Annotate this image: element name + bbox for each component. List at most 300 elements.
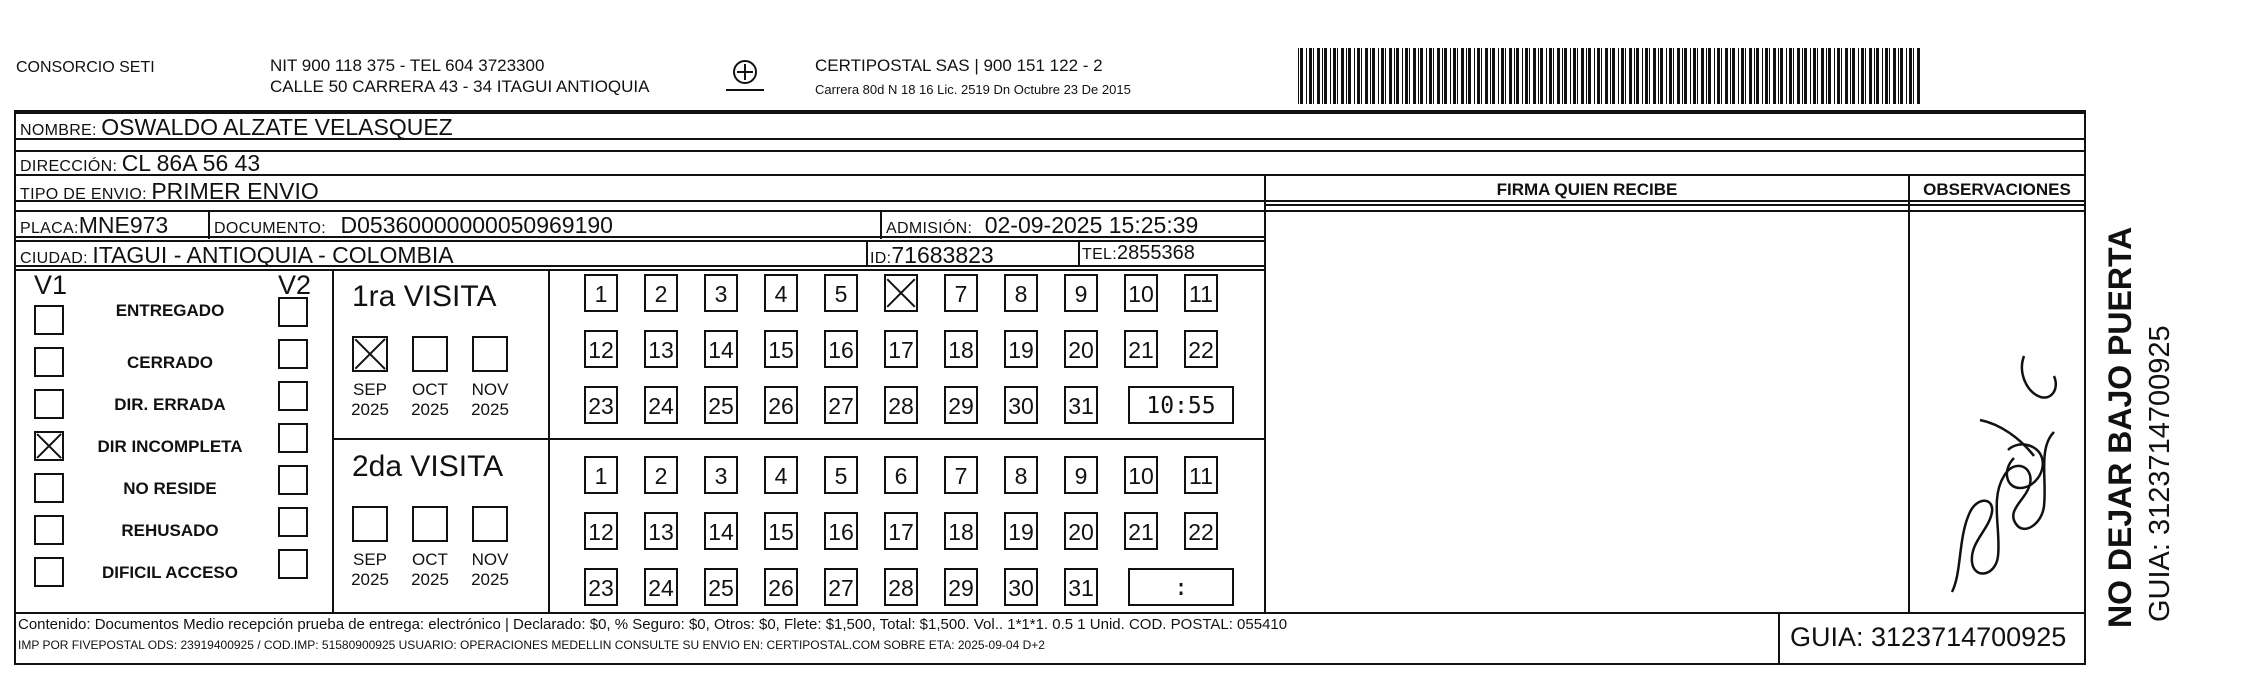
day-box[interactable]: 26 [764, 386, 798, 424]
barcode-bar [1442, 48, 1443, 104]
barcode-bar [1492, 48, 1495, 104]
barcode-bar [1444, 48, 1447, 104]
barcode-bar [1834, 48, 1835, 104]
barcode-bar [1490, 48, 1491, 104]
ciudad-value: ITAGUI - ANTIOQUIA - COLOMBIA [92, 242, 454, 268]
day-box[interactable]: 10 [1124, 274, 1158, 312]
nombre-value: OSWALDO ALZATE VELASQUEZ [101, 114, 453, 140]
day-box[interactable]: 14 [704, 330, 738, 368]
id-cell: ID:71683823 [870, 242, 994, 268]
day-box[interactable]: 29 [944, 386, 978, 424]
direccion-value: CL 86A 56 43 [121, 150, 261, 176]
day-box[interactable]: 27 [824, 386, 858, 424]
barcode-bar [1741, 48, 1744, 104]
month-label [405, 550, 455, 590]
barcode-bar [1573, 48, 1576, 104]
barcode-bar [1765, 48, 1768, 104]
barcode-bar [1898, 48, 1899, 104]
side-title-wrap [2100, 110, 2140, 665]
day-box[interactable]: 28 [884, 568, 918, 606]
day-box[interactable]: 11 [1184, 274, 1218, 312]
day-box[interactable]: 5 [824, 456, 858, 494]
barcode-bar [1837, 48, 1840, 104]
barcode-bar [1426, 48, 1427, 104]
nit-line: NIT 900 118 375 - TEL 604 3723300 [270, 56, 545, 75]
barcode-bar [1917, 48, 1920, 104]
barcode-bar [1405, 48, 1408, 104]
barcode-bar [1865, 48, 1866, 104]
documento-value: D05360000000050969190 [340, 212, 613, 238]
barcode-bar [1354, 48, 1355, 104]
documento-cell: DOCUMENTO: D05360000000050969190 [214, 212, 613, 238]
barcode-bar [1821, 48, 1824, 104]
day-box[interactable]: 22 [1184, 512, 1218, 550]
barcode-bar [1906, 48, 1907, 104]
v1-checkbox[interactable] [34, 515, 64, 545]
barcode-bar [1666, 48, 1667, 104]
barcode-bar [1581, 48, 1584, 104]
day-box[interactable]: 28 [884, 386, 918, 424]
barcode-bar [1553, 48, 1554, 104]
barcode-bar [1804, 48, 1807, 104]
direccion-row: DIRECCIÓN: CL 86A 56 43 [20, 150, 261, 176]
barcode-bar [1677, 48, 1680, 104]
day-box[interactable]: 19 [1004, 512, 1038, 550]
barcode-bar [1634, 48, 1635, 104]
v2-checkbox[interactable] [278, 297, 308, 327]
barcode-bar [1625, 48, 1626, 104]
barcode-bar [1549, 48, 1552, 104]
barcode-bar [1594, 48, 1595, 104]
status-label: REHUSADO [121, 521, 219, 540]
barcode-bar [1546, 48, 1547, 104]
v1-checkbox[interactable] [34, 557, 64, 587]
barcode-bar [1601, 48, 1602, 104]
day-box[interactable]: 23 [584, 386, 618, 424]
day-box[interactable]: 29 [944, 568, 978, 606]
v2-label: V2 [278, 270, 312, 300]
barcode-bar [1717, 48, 1720, 104]
barcode-bar [1586, 48, 1587, 104]
barcode-bar [1501, 48, 1504, 104]
month-checkbox[interactable] [352, 506, 388, 542]
barcode-bar [1738, 48, 1739, 104]
barcode-bar [1457, 48, 1458, 104]
barcode-bar [1420, 48, 1423, 104]
barcode-bar [1773, 48, 1776, 104]
barcode [1298, 48, 1926, 104]
barcode-bar [1385, 48, 1386, 104]
day-box[interactable]: 8 [1004, 274, 1038, 312]
signature-scribble [1920, 330, 2070, 600]
time-box[interactable]: 10:55 [1128, 386, 1234, 424]
barcode-bar [1346, 48, 1347, 104]
barcode-bar [1429, 48, 1432, 104]
side-guia: GUIA: 3123714700925 [2144, 325, 2176, 622]
barcode-bar [1826, 48, 1827, 104]
barcode-bar [1557, 48, 1560, 104]
barcode-bar [1437, 48, 1440, 104]
barcode-bar [1413, 48, 1416, 104]
day-box[interactable]: 20 [1064, 512, 1098, 550]
footer-guia: GUIA: 3123714700925 [1790, 622, 2067, 652]
barcode-bar [1802, 48, 1803, 104]
day-box[interactable]: 17 [884, 512, 918, 550]
barcode-bar [1673, 48, 1674, 104]
day-box[interactable]: 25 [704, 386, 738, 424]
nombre-row: NOMBRE: OSWALDO ALZATE VELASQUEZ [20, 114, 453, 140]
barcode-bar [1337, 48, 1338, 104]
barcode-bar [1433, 48, 1434, 104]
barcode-bar [1577, 48, 1578, 104]
barcode-bar [1669, 48, 1672, 104]
barcode-bar [1636, 48, 1639, 104]
day-box[interactable]: 30 [1004, 568, 1038, 606]
month-year: 2025 [411, 570, 449, 589]
barcode-bar [1394, 48, 1395, 104]
day-box[interactable]: 13 [644, 512, 678, 550]
day-box[interactable]: 5 [824, 274, 858, 312]
barcode-bar [1481, 48, 1482, 104]
day-box[interactable]: 17 [884, 330, 918, 368]
day-box[interactable]: 24 [644, 568, 678, 606]
barcode-bar [1418, 48, 1419, 104]
barcode-bar [1538, 48, 1539, 104]
barcode-bar [1378, 48, 1379, 104]
barcode-bar [1660, 48, 1663, 104]
v2-checkbox[interactable] [278, 507, 308, 537]
day-box[interactable]: 1 [584, 456, 618, 494]
barcode-bar [1453, 48, 1456, 104]
barcode-bar [1466, 48, 1467, 104]
status-label: ENTREGADO [115, 301, 225, 320]
day-box[interactable]: 1 [584, 274, 618, 312]
day-box[interactable]: 24 [644, 386, 678, 424]
day-box[interactable]: 31 [1064, 568, 1098, 606]
barcode-bar [1693, 48, 1696, 104]
v1-checkbox[interactable] [34, 473, 64, 503]
barcode-bar [1682, 48, 1683, 104]
barcode-bar [1612, 48, 1615, 104]
barcode-bar [1684, 48, 1687, 104]
barcode-bar [1845, 48, 1848, 104]
barcode-bar [1769, 48, 1770, 104]
barcode-bar [1322, 48, 1323, 104]
day-box[interactable]: 6 [884, 456, 918, 494]
barcode-bar [1298, 48, 1299, 104]
month-name: OCT [412, 550, 448, 569]
barcode-bar [1564, 48, 1567, 104]
day-box[interactable]: 7 [944, 456, 978, 494]
barcode-bar [1697, 48, 1698, 104]
barcode-bar [1477, 48, 1480, 104]
month-checkbox[interactable] [352, 336, 388, 372]
day-box[interactable]: 4 [764, 274, 798, 312]
month-checkbox[interactable] [412, 506, 448, 542]
day-box[interactable]: 2 [644, 274, 678, 312]
barcode-bar [1817, 48, 1818, 104]
observaciones-header: OBSERVACIONES [1923, 180, 2071, 199]
tipo-value: PRIMER ENVIO [151, 178, 319, 204]
barcode-bar [1309, 48, 1312, 104]
month-year: 2025 [471, 570, 509, 589]
license-line: Carrera 80d N 18 16 Lic. 2519 Dn Octubre 23 De 2015 [815, 82, 1131, 97]
barcode-bar [1514, 48, 1515, 104]
address-line: CALLE 50 CARRERA 43 - 34 ITAGUI ANTIOQUIA [270, 77, 650, 96]
tel-value: 2855368 [1117, 242, 1195, 264]
month-checkbox[interactable] [412, 336, 448, 372]
day-box[interactable]: 26 [764, 568, 798, 606]
day-box[interactable]: 7 [944, 274, 978, 312]
barcode-bar [1778, 48, 1779, 104]
day-box[interactable]: 16 [824, 512, 858, 550]
barcode-bar [1645, 48, 1648, 104]
barcode-bar [1468, 48, 1471, 104]
footer-line-2: IMP POR FIVEPOSTAL ODS: 23919400925 / COD.IMP: 51580900925 USUARIO: OPERACIONES MEDELLIN CONSULTE SU ENVIO EN: CERTIPOSTAL.COM SOBRE ETA: 2025-09-04 D+2 [18, 638, 1045, 652]
admision-value: 02-09-2025 15:25:39 [984, 212, 1199, 238]
barcode-bar [1745, 48, 1746, 104]
v2-checkbox[interactable] [278, 465, 308, 495]
month-year: 2025 [411, 400, 449, 419]
barcode-bar [1588, 48, 1591, 104]
barcode-bar [1396, 48, 1399, 104]
barcode-bar [1810, 48, 1811, 104]
day-box[interactable]: 18 [944, 330, 978, 368]
barcode-bar [1876, 48, 1879, 104]
month-label [465, 380, 515, 420]
barcode-bar [1780, 48, 1783, 104]
v1-checkbox[interactable] [34, 431, 64, 461]
day-box[interactable]: 20 [1064, 330, 1098, 368]
month-name: NOV [471, 550, 509, 569]
month-name: OCT [412, 380, 448, 399]
day-box[interactable]: 27 [824, 568, 858, 606]
barcode-bar [1505, 48, 1506, 104]
day-box[interactable]: 30 [1004, 386, 1038, 424]
barcode-bar [1730, 48, 1731, 104]
day-box[interactable]: 10 [1124, 456, 1158, 494]
status-label: NO RESIDE [123, 479, 217, 498]
barcode-bar [1409, 48, 1410, 104]
barcode-bar [1714, 48, 1715, 104]
barcode-bar [1372, 48, 1375, 104]
barcode-bar [1885, 48, 1888, 104]
day-box[interactable]: 22 [1184, 330, 1218, 368]
barcode-bar [1498, 48, 1499, 104]
barcode-bar [1365, 48, 1368, 104]
barcode-bar [1629, 48, 1632, 104]
barcode-bar [1605, 48, 1608, 104]
day-box[interactable]: 25 [704, 568, 738, 606]
barcode-bar [1701, 48, 1704, 104]
barcode-bar [1708, 48, 1711, 104]
month-year: 2025 [471, 400, 509, 419]
barcode-bar [1882, 48, 1883, 104]
barcode-bar [1756, 48, 1759, 104]
firma-header: FIRMA QUIEN RECIBE [1496, 180, 1678, 199]
barcode-bar [1828, 48, 1831, 104]
day-box[interactable]: 11 [1184, 456, 1218, 494]
barcode-bar [1485, 48, 1488, 104]
day-box[interactable]: 3 [704, 274, 738, 312]
v2-checkbox[interactable] [278, 423, 308, 453]
barcode-bar [1529, 48, 1530, 104]
id-value: 71683823 [891, 242, 994, 268]
barcode-bar [1797, 48, 1800, 104]
barcode-bar [1649, 48, 1650, 104]
day-box[interactable] [884, 274, 918, 312]
barcode-bar [1861, 48, 1864, 104]
day-box[interactable]: 15 [764, 330, 798, 368]
barcode-bar [1402, 48, 1403, 104]
barcode-bar [1450, 48, 1451, 104]
barcode-bar [1330, 48, 1331, 104]
day-box[interactable]: 9 [1064, 274, 1098, 312]
barcode-bar [1858, 48, 1859, 104]
barcode-bar [1381, 48, 1384, 104]
status-label: DIR. ERRADA [114, 395, 226, 414]
status-label: DIFICIL ACCESO [101, 563, 238, 582]
day-box[interactable]: 15 [764, 512, 798, 550]
day-box[interactable]: 14 [704, 512, 738, 550]
barcode-bar [1389, 48, 1392, 104]
month-name: SEP [352, 380, 388, 399]
first-visit-title: 1ra VISITA [352, 280, 497, 313]
month-label [345, 380, 395, 420]
month-checkbox[interactable] [472, 336, 508, 372]
day-box[interactable]: 8 [1004, 456, 1038, 494]
month-year: 2025 [351, 570, 389, 589]
month-year: 2025 [351, 400, 389, 419]
barcode-bar [1690, 48, 1691, 104]
day-box[interactable]: 31 [1064, 386, 1098, 424]
barcode-bar [1474, 48, 1475, 104]
day-box[interactable]: 3 [704, 456, 738, 494]
side-guia-wrap [2140, 110, 2176, 665]
barcode-bar [1570, 48, 1571, 104]
month-name: NOV [471, 380, 509, 399]
barcode-bar [1370, 48, 1371, 104]
v2-checkbox[interactable] [278, 381, 308, 411]
barcode-bar [1509, 48, 1512, 104]
day-box[interactable]: 9 [1064, 456, 1098, 494]
status-label: DIR INCOMPLETA [97, 437, 243, 456]
barcode-bar [1306, 48, 1307, 104]
company-name: CONSORCIO SETI [16, 59, 155, 76]
month-name: SEP [352, 550, 388, 569]
barcode-bar [1642, 48, 1643, 104]
day-box[interactable]: 4 [764, 456, 798, 494]
barcode-bar [1732, 48, 1735, 104]
barcode-bar [1357, 48, 1360, 104]
time-box[interactable]: : [1128, 568, 1234, 606]
barcode-bar [1618, 48, 1619, 104]
month-label [465, 550, 515, 590]
barcode-bar [1909, 48, 1912, 104]
barcode-bar [1869, 48, 1872, 104]
barcode-bar [1333, 48, 1336, 104]
barcode-bar [1841, 48, 1842, 104]
tipo-row: TIPO DE ENVIO: PRIMER ENVIO [20, 178, 319, 204]
barcode-bar [1610, 48, 1611, 104]
barcode-bar [1852, 48, 1855, 104]
barcode-bar [1789, 48, 1792, 104]
day-box[interactable]: 16 [824, 330, 858, 368]
barcode-bar [1317, 48, 1320, 104]
placa-value: MNE973 [78, 212, 169, 238]
status-label: CERRADO [127, 353, 213, 372]
day-box[interactable]: 12 [584, 512, 618, 550]
barcode-bar [1813, 48, 1816, 104]
carrier-line: CERTIPOSTAL SAS | 900 151 122 - 2 [815, 56, 1103, 75]
v1-checkbox[interactable] [34, 347, 64, 377]
barcode-bar [1348, 48, 1351, 104]
footer-line-1: Contenido: Documentos Medio recepción prueba de entrega: electrónico | Declarado: $0, % Seguro: $0, Otros: $0, Flete: $1,500, Total: $1,500. Vol.. 1*1*1. 0.5 1 Unid. COD. POSTAL: 055410 [18, 616, 1288, 633]
barcode-bar [1324, 48, 1327, 104]
day-box[interactable]: 13 [644, 330, 678, 368]
certipostal-logo-icon [720, 56, 770, 98]
barcode-bar [1893, 48, 1896, 104]
barcode-bar [1725, 48, 1728, 104]
barcode-bar [1361, 48, 1362, 104]
tel-cell: TEL:2855368 [1082, 242, 1195, 264]
barcode-bar [1786, 48, 1787, 104]
month-checkbox[interactable] [472, 506, 508, 542]
barcode-bar [1525, 48, 1528, 104]
barcode-bar [1540, 48, 1543, 104]
barcode-bar [1533, 48, 1536, 104]
barcode-bar [1597, 48, 1600, 104]
barcode-bar [1889, 48, 1890, 104]
barcode-bar [1793, 48, 1794, 104]
barcode-bar [1516, 48, 1519, 104]
barcode-bar [1913, 48, 1914, 104]
barcode-bar [1900, 48, 1903, 104]
barcode-bar [1658, 48, 1659, 104]
barcode-bar [1762, 48, 1763, 104]
barcode-bar [1522, 48, 1523, 104]
barcode-bar [1621, 48, 1624, 104]
barcode-bar [1754, 48, 1755, 104]
ciudad-row: CIUDAD: ITAGUI - ANTIOQUIA - COLOMBIA [20, 242, 454, 268]
barcode-bar [1461, 48, 1464, 104]
v1-checkbox[interactable] [34, 389, 64, 419]
barcode-bar [1300, 48, 1303, 104]
second-visit-title: 2da VISITA [352, 450, 504, 483]
barcode-bar [1313, 48, 1314, 104]
day-box[interactable]: 23 [584, 568, 618, 606]
month-label [405, 380, 455, 420]
barcode-bar [1721, 48, 1722, 104]
day-box[interactable]: 2 [644, 456, 678, 494]
day-box[interactable]: 21 [1124, 512, 1158, 550]
day-box[interactable]: 18 [944, 512, 978, 550]
placa-cell: PLACA:MNE973 [20, 212, 169, 238]
barcode-bar [1850, 48, 1851, 104]
day-box[interactable]: 19 [1004, 330, 1038, 368]
v2-checkbox[interactable] [278, 339, 308, 369]
barcode-bar [1706, 48, 1707, 104]
v1-checkbox[interactable] [34, 305, 64, 335]
barcode-bar [1341, 48, 1344, 104]
side-title: NO DEJAR BAJO PUERTA [2102, 226, 2138, 628]
v1-label: V1 [34, 270, 68, 300]
admision-cell: ADMISIÓN: 02-09-2025 15:25:39 [886, 212, 1199, 238]
day-box[interactable]: 21 [1124, 330, 1158, 368]
day-box[interactable]: 12 [584, 330, 618, 368]
barcode-bar [1562, 48, 1563, 104]
v2-checkbox[interactable] [278, 549, 308, 579]
